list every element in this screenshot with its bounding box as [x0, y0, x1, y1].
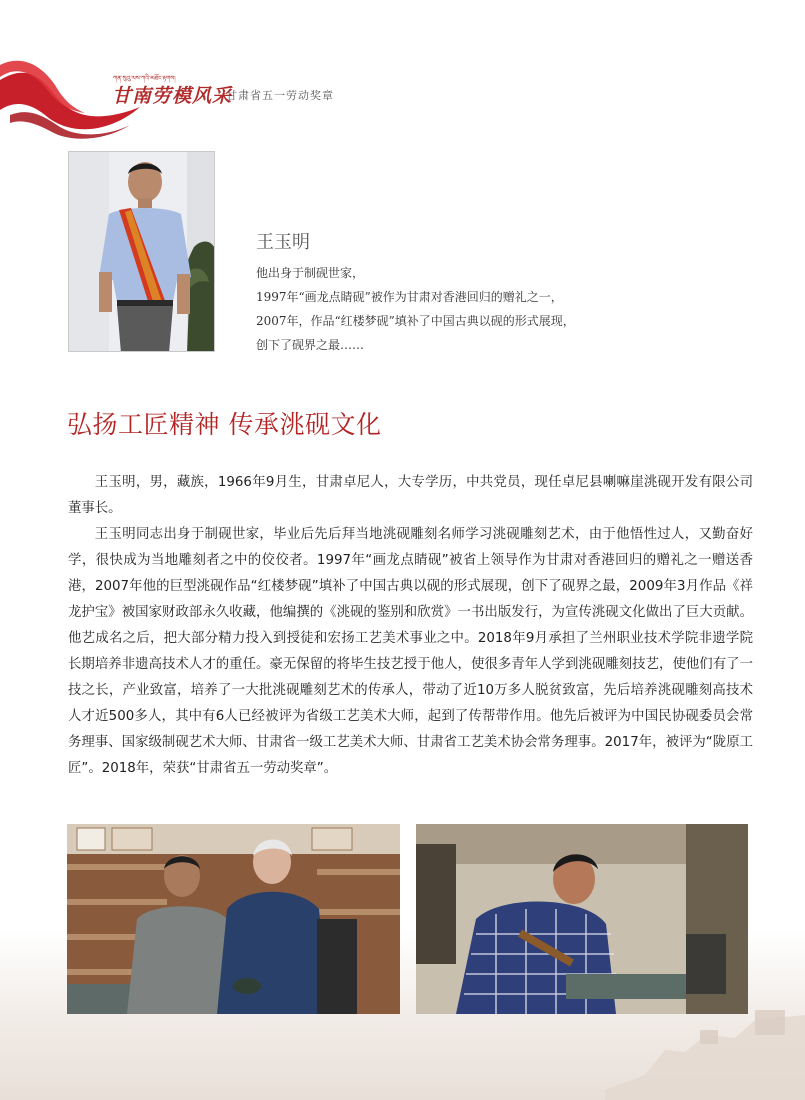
- article-headline: 弘扬工匠精神 传承洮砚文化: [67, 410, 382, 439]
- intro-line: 创下了砚界之最……: [256, 338, 365, 352]
- photo-carving: [416, 824, 748, 1014]
- person-name: 王玉明: [256, 232, 310, 253]
- intro-text: [256, 261, 676, 357]
- body-paragraph: 王玉明，男，藏族，1966年9月生，甘肃卓尼人，大专学历，中共党员，现任卓尼县喇嘛崖洮砚开发有限公司董事长。: [68, 475, 753, 516]
- intro-line: 2007年，作品“红楼梦砚”填补了中国古典以砚的形式展现，: [256, 314, 575, 328]
- body-paragraph: 王玉明同志出身于制砚世家，毕业后先后拜当地洮砚雕刻名师学习洮砚雕刻艺术，由于他悟性过人，又勤奋好学，很快成为当地雕刻者之中的佼佼者。1997年“画龙点睛砚”被省上领导作为甘肃对香港回归的赠礼之一赠送香港，2007年他的巨型洮砚作品“红楼梦砚”填补了中国古典以砚的形式展现，创下了砚界之最，2009年3月作品《祥龙护宝》被国家财政部永久收藏，他编撰的《洮砚的鉴别和欣赏》一书出版发行，为宣传洮砚文化做出了巨大贡献。他艺成名之后，把大部分精力投入到授徒和宏扬工艺美术事业之中。2018年9月承担了兰州职业技术学院非遗学院长期培养非遗高技术人才的重任。豪无保留的将毕生技艺授于他人，使很多青年人学到洮砚雕刻技艺，使他们有了一技之长，产业致富，培养了一大批洮砚雕刻艺术的传承人，带动了近10万多人脱贫致富，先后培养洮砚雕刻高技术人才近500多人，其中有6人已经被评为省级工艺美术大师，起到了传帮带作用。他先后被评为中国民协砚委员会常务理事、国家级制砚艺术大师、甘肃省一级工艺美术大师、甘肃省工艺美术协会常务理事。2017年，被评为“陇原工匠”。2018年，荣获“甘肃省五一劳动奖章”。: [68, 527, 753, 776]
- article-body: [68, 470, 753, 782]
- brand-subtitle: 甘肃省五一劳动奖章: [226, 89, 334, 102]
- intro-line: 1997年“画龙点睛砚”被作为甘肃对香港回归的赠礼之一，: [256, 290, 563, 304]
- intro-line: 他出身于制砚世家，: [256, 266, 365, 280]
- photo-showroom: [67, 824, 400, 1014]
- brand-title: 甘南劳模风采: [112, 85, 233, 107]
- tibetan-header-text: ཀན་སུའུ་ལས་ཀའི་མཐོང་རྟགས།: [113, 75, 176, 82]
- portrait-photo: [68, 151, 215, 352]
